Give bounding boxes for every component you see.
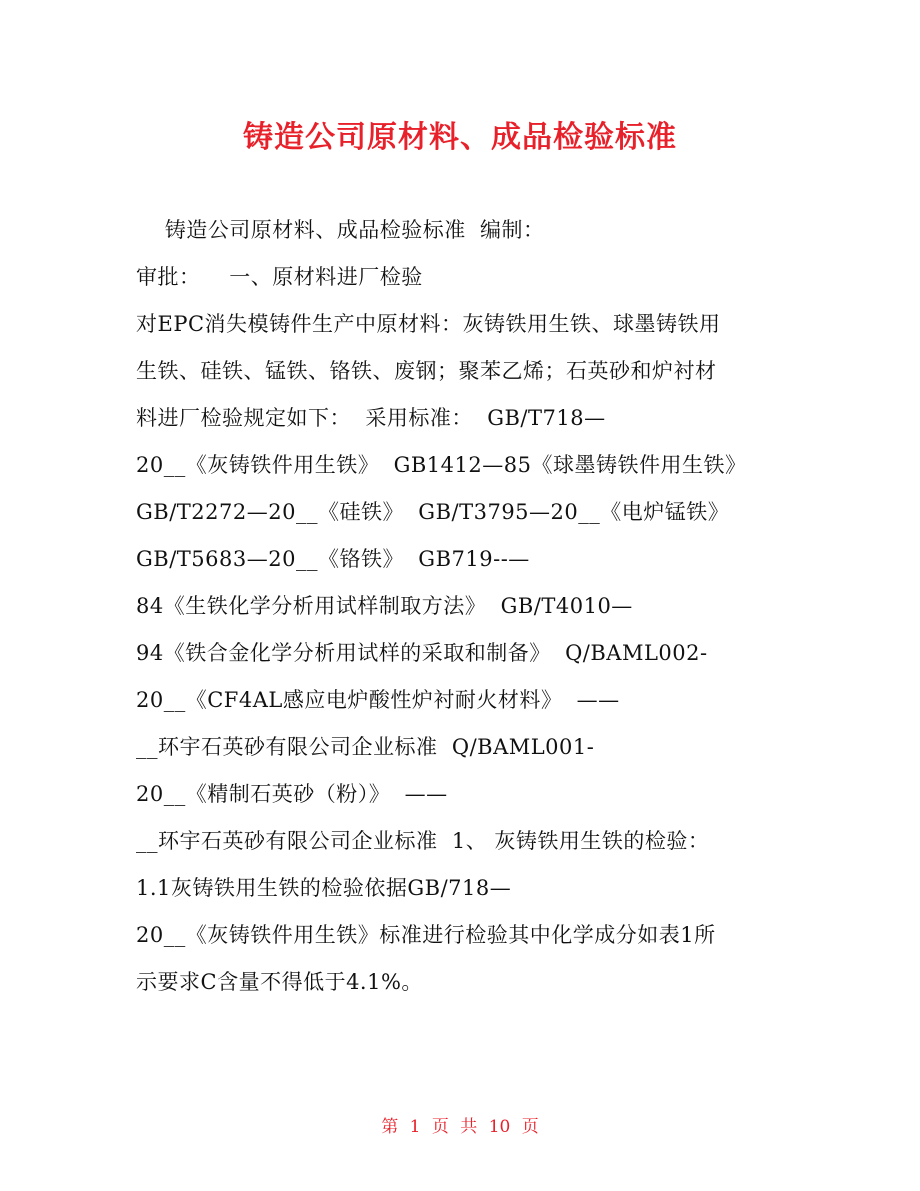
body-line: 1.1灰铸铁用生铁的检验依据GB/718—: [136, 876, 512, 900]
page-footer: 第 1 页 共 10 页: [381, 1117, 539, 1137]
body-line: 20__《灰铸铁件用生铁》标准进行检验其中化学成分如表1所: [136, 923, 716, 947]
body-line: 审批： 一、原材料进厂检验: [136, 265, 423, 289]
body-line: 料进厂检验规定如下： 采用标准： GB/T718—: [136, 406, 606, 430]
body-line: __环宇石英砂有限公司企业标准 Q/BAML001-: [136, 735, 595, 759]
body-line: GB/T2272—20__《硅铁》 GB/T3795—20__《电炉锰铁》: [136, 500, 730, 524]
body-line: 84《生铁化学分析用试样制取方法》 GB/T4010—: [136, 594, 633, 618]
body-line: 对EPC消失模铸件生产中原材料：灰铸铁用生铁、球墨铸铁用: [136, 312, 721, 336]
body-line: GB/T5683—20__《铬铁》 GB719--—: [136, 547, 530, 571]
document-body: [136, 210, 796, 1009]
body-line: 示要求C含量不得低于4.1%。: [136, 970, 423, 994]
document-title: 铸造公司原材料、成品检验标准: [243, 120, 677, 155]
body-line: 生铁、硅铁、锰铁、铬铁、废钢；聚苯乙烯；石英砂和炉衬材: [136, 359, 717, 383]
body-line: __环宇石英砂有限公司企业标准 1、 灰铸铁用生铁的检验：: [136, 829, 710, 853]
body-line: 铸造公司原材料、成品检验标准 编制：: [136, 218, 545, 242]
body-line: 94《铁合金化学分析用试样的采取和制备》 Q/BAML002-: [136, 641, 708, 665]
body-line: 20__《灰铸铁件用生铁》 GB1412—85《球墨铸铁件用生铁》: [136, 453, 747, 477]
body-line: 20__《精制石英砂（粉）》 ——: [136, 782, 448, 806]
body-line: 20__《CF4AL感应电炉酸性炉衬耐火材料》 ——: [136, 688, 620, 712]
